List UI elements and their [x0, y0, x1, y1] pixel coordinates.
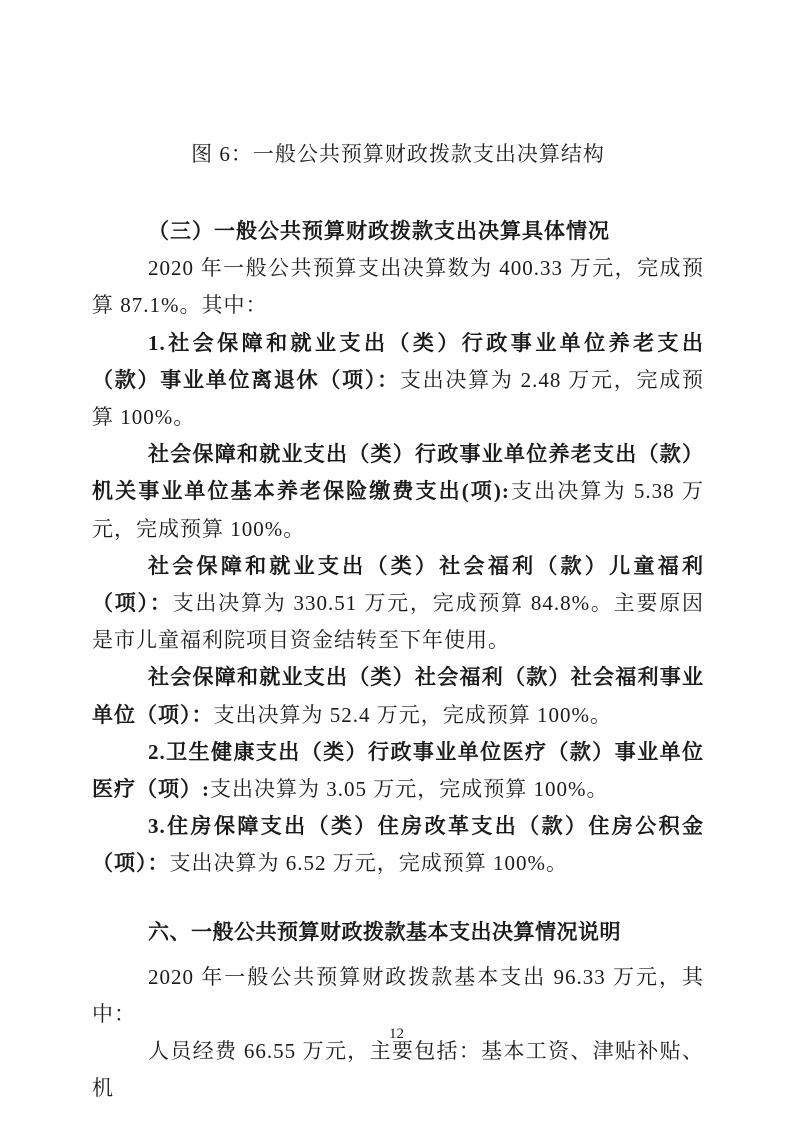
- expense-item-3: [92, 548, 704, 660]
- expense-item-4: [92, 659, 704, 733]
- expense-item-6-detail: 支出决算为 6.52 万元，完成预算 100%。: [169, 851, 568, 876]
- personnel-expense-paragraph: 人员经费 66.55 万元，主要包括：基本工资、津贴补贴、机: [92, 1039, 704, 1101]
- expense-item-2: [92, 436, 704, 548]
- section-heading-6: 六、一般公共预算财政拨款基本支出决算情况说明: [148, 920, 621, 944]
- expense-item-4-label: 社会保障和就业支出（类）社会福利（款）社会福利事业单位（项）：: [92, 665, 704, 727]
- expense-item-5-label: 2.卫生健康支出（类）行政事业单位医疗（款）事业单位医疗（项）:: [92, 739, 704, 802]
- intro-paragraph: 2020 年一般公共预算支出决算数为 400.33 万元，完成预算 87.1%。其中：: [92, 256, 704, 318]
- expense-item-2-label: 社会保障和就业支出（类）行政事业单位养老支出（款）机关事业单位基本养老保险缴费支出(项):: [92, 442, 704, 504]
- expense-item-2-detail: 支出决算为 5.38 万元，完成预算 100%。: [92, 479, 705, 541]
- expense-item-5-detail: 支出决算为 3.05 万元，完成预算 100%。: [210, 777, 609, 802]
- expense-item-1-detail: 支出决算为 2.48 万元，完成预算 100%。: [92, 367, 705, 430]
- basic-expense-paragraph: 2020 年一般公共预算财政拨款基本支出 96.33 万元，其中：: [92, 964, 704, 1027]
- expense-item-3-label: 社会保障和就业支出（类）社会福利（款）儿童福利（项）：: [92, 553, 704, 616]
- expense-item-6: [92, 808, 704, 882]
- expense-item-4-detail: 支出决算为 52.4 万元，完成预算 100%。: [213, 702, 612, 727]
- page-number: 12: [389, 1026, 404, 1042]
- page-content: [92, 139, 704, 1108]
- expense-item-1: [92, 325, 704, 437]
- expense-item-6-label: 3.住房保障支出（类）住房改革支出（款）住房公积金（项）：: [92, 814, 704, 876]
- section-heading-3: （三）一般公共预算财政拨款支出决算具体情况: [148, 219, 610, 243]
- expense-item-1-label: 1.社会保障和就业支出（类）行政事业单位养老支出（款）事业单位离退休（项）：: [92, 330, 704, 392]
- figure-caption: 图 6：一般公共预算财政拨款支出决算结构: [191, 142, 605, 166]
- expense-item-3-detail: 支出决算为 330.51 万元，完成预算 84.8%。主要原因是市儿童福利院项目资金结转至下年使用。: [92, 591, 704, 653]
- expense-item-5: [92, 734, 704, 808]
